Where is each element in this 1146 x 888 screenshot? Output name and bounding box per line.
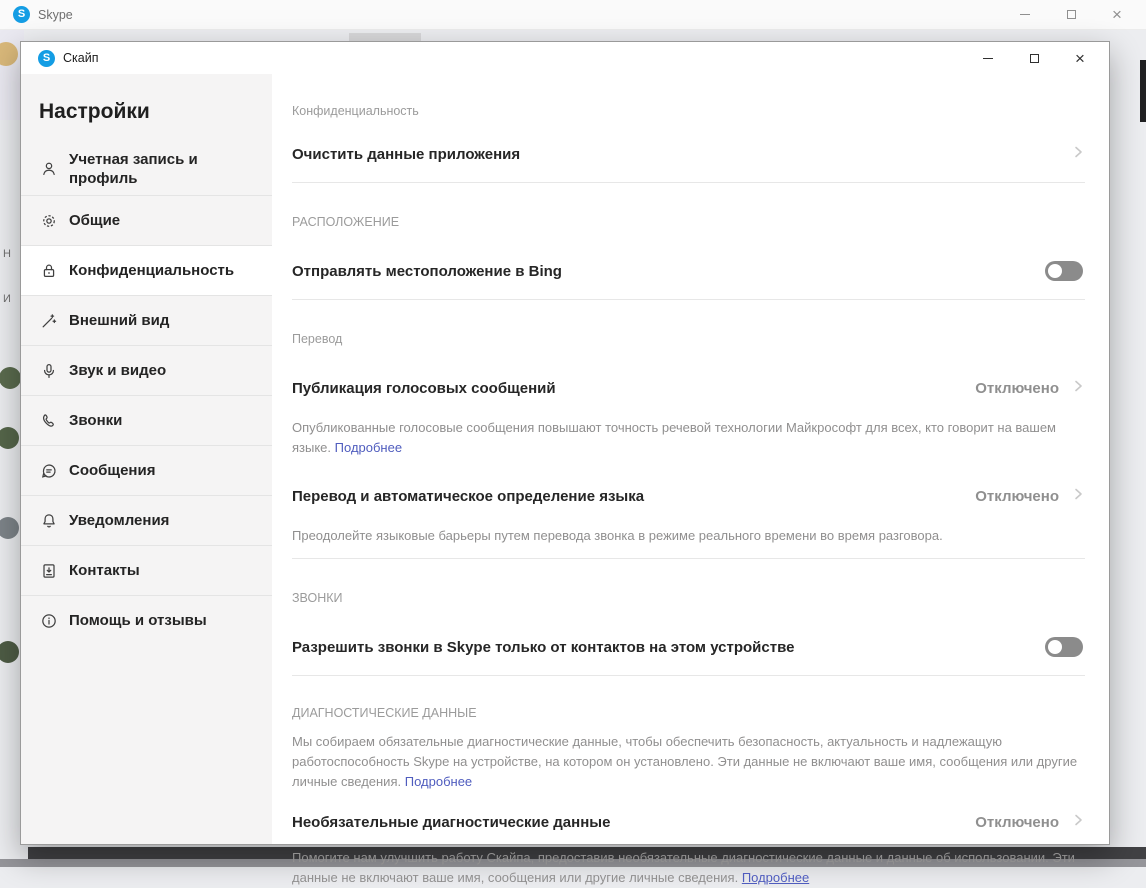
settings-dialog — [20, 41, 1110, 885]
learn-more-link[interactable]: Подробнее — [334, 440, 403, 455]
chevron-right-icon — [1071, 379, 1085, 398]
description-text: Опубликованные голосовые сообщения повышают точность речевой технологии Майкрософт для всех, кто говорит на вашем языке. — [292, 420, 1056, 455]
sidebar-item-appearance[interactable] — [21, 295, 272, 345]
sidebar-item-privacy[interactable] — [21, 245, 272, 295]
bell-icon — [39, 511, 59, 531]
divider — [292, 675, 1085, 676]
background-dark-edge — [1140, 60, 1146, 122]
sidebar-item-label: Звук и видео — [69, 362, 167, 379]
gear-icon — [39, 211, 59, 231]
voice-messages-value: Отключено — [975, 379, 1059, 397]
close-icon: × — [1112, 5, 1122, 24]
sidebar-item-notifications[interactable] — [21, 495, 272, 545]
os-close-button[interactable] — [1094, 1, 1140, 29]
voice-messages-label: Публикация голосовых сообщений — [292, 379, 556, 397]
os-maximize-button[interactable] — [1048, 1, 1094, 29]
contact-list-letter: И — [3, 293, 11, 305]
os-window-titlebar[interactable] — [0, 0, 1146, 30]
mic-icon — [39, 361, 59, 381]
section-header-location: РАСПОЛОЖЕНИЕ — [292, 215, 400, 229]
user-icon — [39, 159, 59, 179]
chevron-right-icon — [1071, 145, 1085, 164]
chevron-right-icon — [1071, 487, 1085, 506]
contacts-icon — [39, 561, 59, 581]
translate-description — [292, 526, 1085, 546]
diagnostics-description — [292, 732, 1085, 792]
sidebar-item-messages[interactable] — [21, 445, 272, 495]
sidebar-item-audio-video[interactable] — [21, 345, 272, 395]
sidebar-item-account[interactable] — [21, 142, 272, 195]
sidebar-item-calls[interactable] — [21, 395, 272, 445]
chat-icon — [39, 461, 59, 481]
avatar — [0, 367, 21, 389]
wand-icon — [39, 311, 59, 331]
info-icon — [39, 611, 59, 631]
privacy-settings-panel — [272, 74, 1109, 885]
optional-diagnostics-label: Необязательные диагностические данные — [292, 813, 611, 831]
dialog-minimize-button[interactable] — [965, 44, 1011, 72]
learn-more-link[interactable]: Подробнее — [741, 870, 810, 885]
optional-diagnostics-value: Отключено — [975, 813, 1059, 831]
bing-location-toggle[interactable] — [1045, 261, 1083, 281]
divider — [292, 182, 1085, 183]
allow-calls-contacts-label: Разрешить звонки в Skype только от контактов на этом устройстве — [292, 638, 795, 656]
send-location-bing-label: Отправлять местоположение в Bing — [292, 262, 562, 280]
avatar — [0, 427, 19, 449]
sidebar-item-label: Помощь и отзывы — [69, 612, 207, 629]
clear-app-data-label: Очистить данные приложения — [292, 145, 521, 163]
skype-logo-icon: S — [13, 6, 30, 23]
sidebar-item-contacts[interactable] — [21, 545, 272, 595]
minimize-icon — [983, 58, 993, 59]
allow-calls-toggle[interactable] — [1045, 637, 1083, 657]
divider — [292, 558, 1085, 559]
skype-logo-icon: S — [38, 50, 55, 67]
translate-value: Отключено — [975, 487, 1059, 505]
learn-more-link[interactable]: Подробнее — [404, 774, 473, 789]
divider — [292, 299, 1085, 300]
sidebar-item-label: Учетная запись и профиль — [69, 150, 198, 187]
section-header-translation: Перевод — [292, 332, 343, 346]
sidebar-item-help[interactable] — [21, 595, 272, 645]
dialog-window-controls — [965, 44, 1109, 72]
chevron-right-icon — [1071, 813, 1085, 832]
send-location-bing-row — [292, 249, 1085, 293]
translate-row[interactable] — [292, 474, 1085, 518]
settings-nav — [21, 142, 272, 645]
lock-icon — [39, 261, 59, 281]
section-header-privacy: Конфиденциальность — [292, 104, 419, 118]
sidebar-item-label: Конфиденциальность — [69, 262, 235, 279]
maximize-icon — [1030, 54, 1039, 63]
minimize-icon — [1020, 14, 1030, 15]
description-text: Преодолейте языковые барьеры путем перевода звонка в режиме реального времени во время разговора. — [292, 528, 943, 543]
optional-diagnostics-row[interactable] — [292, 800, 1085, 844]
sidebar-item-label: Внешний вид — [69, 312, 170, 329]
avatar — [0, 517, 19, 539]
maximize-icon — [1067, 10, 1076, 19]
os-minimize-button[interactable] — [1002, 1, 1048, 29]
optional-diagnostics-description — [292, 848, 1085, 888]
allow-calls-contacts-row — [292, 625, 1085, 669]
sidebar-item-general[interactable] — [21, 195, 272, 245]
os-window-controls — [1002, 1, 1146, 29]
clear-app-data-row[interactable] — [292, 132, 1085, 176]
translate-label: Перевод и автоматическое определение языка — [292, 487, 645, 505]
description-text: Мы собираем обязательные диагностические данные, чтобы обеспечить безопасность, актуальность и надлежащую работоспособность Skype на устройстве, на котором он установлено. Эти данные не включают ваше имя, сообщения или другие личные сведения. — [292, 734, 1078, 789]
sidebar-item-label: Контакты — [69, 562, 140, 579]
sidebar-item-label: Уведомления — [69, 512, 170, 529]
dialog-close-button[interactable] — [1057, 44, 1103, 72]
contact-list-letter: Н — [3, 248, 11, 260]
toggle-knob — [1048, 640, 1062, 654]
background-element — [349, 33, 421, 41]
sidebar-item-label: Общие — [69, 212, 121, 229]
settings-heading: Настройки — [39, 100, 150, 123]
dialog-title: Скайп — [63, 51, 99, 65]
sidebar-item-label: Звонки — [69, 412, 123, 429]
description-text: Помогите нам улучшить работу Скайпа, предоставив необязательные диагностические данные и данные об использовании. Эти данные не включают ваше имя, сообщения или другие личные сведения. — [292, 850, 1075, 885]
sidebar-item-label: Сообщения — [69, 462, 156, 479]
voice-messages-description — [292, 418, 1085, 458]
dialog-maximize-button[interactable] — [1011, 44, 1057, 72]
os-window-title: Skype — [38, 7, 73, 22]
voice-messages-row[interactable] — [292, 366, 1085, 410]
settings-sidebar — [21, 74, 272, 844]
toggle-knob — [1048, 264, 1062, 278]
section-header-diagnostics: ДИАГНОСТИЧЕСКИЕ ДАННЫЕ — [292, 706, 477, 720]
close-icon: × — [1075, 48, 1085, 68]
avatar — [0, 641, 19, 663]
phone-icon — [39, 411, 59, 431]
dialog-titlebar[interactable] — [21, 42, 1109, 74]
section-header-calls: ЗВОНКИ — [292, 591, 343, 605]
